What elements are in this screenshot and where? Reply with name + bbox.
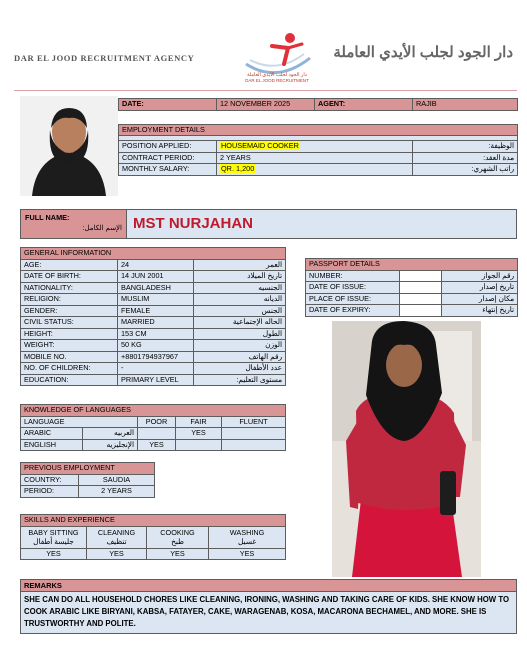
full-name-label-ar: الإسم الكامل:	[82, 225, 122, 232]
remarks-box	[20, 579, 517, 634]
civil-status-value: MARRIED	[118, 317, 194, 329]
period-label: PERIOD:	[21, 486, 79, 498]
fluent-col-header: FLUENT	[222, 416, 286, 428]
full-name-label: FULL NAME:	[25, 213, 70, 222]
skill-label-ar: طبخ	[171, 537, 184, 546]
full-name-value: MST NURJAHAN	[133, 215, 253, 232]
children-label-ar: عدد الأطفال	[194, 363, 286, 375]
age-value: 24	[118, 259, 194, 271]
salary-value: QR. 1,200	[221, 164, 255, 174]
skill-baby-sitting	[21, 526, 87, 548]
children-value: -	[118, 363, 194, 375]
contract-value: 2 YEARS	[217, 152, 413, 164]
language-name: ARABIC	[21, 428, 83, 440]
language-fair	[176, 439, 222, 451]
header-divider	[14, 90, 517, 91]
language-col-header: LANGUAGE	[21, 416, 138, 428]
mobile-label-ar: رقم الهاتف	[194, 351, 286, 363]
skills-title: SKILLS AND EXPERIENCE	[21, 515, 286, 527]
position-label: POSITION APPLIED:	[119, 141, 217, 153]
skill-value: YES	[87, 548, 147, 560]
language-poor	[138, 428, 176, 440]
education-label: EDUCATION:	[21, 374, 118, 386]
nationality-label: NATIONALITY:	[21, 282, 118, 294]
spacer-row	[119, 110, 518, 124]
agency-name-en: DAR EL JOOD RECRUITMENT AGENCY	[14, 53, 195, 63]
contract-label-ar: مدة العقد:	[413, 152, 518, 164]
position-value: HOUSEMAID COOKER	[221, 141, 299, 151]
skill-label-ar: غسيل	[237, 537, 257, 546]
children-label: NO. OF CHILDREN:	[21, 363, 118, 375]
poor-col-header: POOR	[138, 416, 176, 428]
employment-details-table	[118, 98, 518, 176]
height-value: 153 CM	[118, 328, 194, 340]
dob-value: 14 JUN 2001	[118, 271, 194, 283]
weight-label-ar: الوزن	[194, 340, 286, 352]
height-label: HEIGHT:	[21, 328, 118, 340]
profile-photo	[20, 96, 118, 196]
issue-place-value	[400, 293, 442, 305]
remarks-title: REMARKS	[21, 580, 516, 592]
skill-value: YES	[21, 548, 87, 560]
language-fair: YES	[176, 428, 222, 440]
contract-label: CONTRACT PERIOD:	[119, 152, 217, 164]
period-value: 2 YEARS	[79, 486, 155, 498]
agency-name-ar: دار الجود لجلب الأيدي العاملة	[333, 44, 513, 61]
age-label-ar: العمر	[194, 259, 286, 271]
gender-label: GENDER:	[21, 305, 118, 317]
skill-label: WASHING	[229, 528, 265, 537]
issue-place-label: PLACE OF ISSUE:	[306, 293, 400, 305]
issue-place-label-ar: مكان إصدار	[442, 293, 518, 305]
issue-date-label: DATE OF ISSUE:	[306, 282, 400, 294]
employment-title: EMPLOYMENT DETAILS	[119, 124, 518, 136]
education-value: PRIMARY LEVEL	[118, 374, 194, 386]
mobile-label: MOBILE NO.	[21, 351, 118, 363]
country-value: SAUDIA	[79, 474, 155, 486]
table-row	[21, 439, 286, 451]
full-name-label-cell	[21, 210, 127, 238]
agent-label: AGENT:	[315, 99, 413, 111]
nationality-value: BANGLADESH	[118, 282, 194, 294]
languages-table	[20, 404, 286, 451]
skill-label: COOKING	[160, 528, 195, 537]
previous-employment-table	[20, 462, 155, 498]
expiry-date-value	[400, 305, 442, 317]
religion-value: MUSLIM	[118, 294, 194, 306]
issue-date-label-ar: تاريخ إصدار	[442, 282, 518, 294]
language-fluent	[222, 439, 286, 451]
gender-label-ar: الجنس	[194, 305, 286, 317]
skill-label: CLEANING	[97, 528, 136, 537]
date-label: DATE:	[119, 99, 217, 111]
general-info-table	[20, 247, 286, 386]
passport-table	[305, 258, 518, 317]
full-name-box	[20, 209, 517, 239]
position-label-ar: الوظيفة:	[413, 141, 518, 153]
passport-number-value	[400, 270, 442, 282]
passport-number-label: NUMBER:	[306, 270, 400, 282]
date-value: 12 NOVEMBER 2025	[217, 99, 315, 111]
fair-col-header: FAIR	[176, 416, 222, 428]
language-fluent	[222, 428, 286, 440]
height-label-ar: الطول	[194, 328, 286, 340]
salary-label: MONTHLY SALARY:	[119, 164, 217, 176]
language-name-ar: الإنجليزيه	[83, 439, 138, 451]
dob-label: DATE OF BIRTH:	[21, 271, 118, 283]
skill-value: YES	[147, 548, 209, 560]
dob-label-ar: تاريخ الميلاد	[194, 271, 286, 283]
education-label-ar: مستوى التعليم:	[194, 374, 286, 386]
skill-label-ar: جليسة أطفال	[33, 537, 74, 546]
salary-label-ar: راتب الشهري:	[413, 164, 518, 176]
passport-number-label-ar: رقم الجواز	[442, 270, 518, 282]
skill-label: BABY SITTING	[28, 528, 79, 537]
table-row	[21, 428, 286, 440]
skill-cooking	[147, 526, 209, 548]
logo-text-en: DAR EL JOOD RECRUITMENT	[245, 78, 309, 83]
civil-status-label-ar: الحاله الإجتماعية	[194, 317, 286, 329]
religion-label: RELIGION:	[21, 294, 118, 306]
issue-date-value	[400, 282, 442, 294]
skills-table	[20, 514, 286, 560]
previous-employment-title: PREVIOUS EMPLOYMENT	[21, 463, 155, 475]
civil-status-label: CIVIL STATUS:	[21, 317, 118, 329]
passport-title: PASSPORT DETAILS	[306, 259, 518, 271]
country-label: COUNTRY:	[21, 474, 79, 486]
full-body-photo	[332, 321, 481, 577]
expiry-date-label: DATE OF EXPIRY:	[306, 305, 400, 317]
expiry-date-label-ar: تاريخ إنتهاء	[442, 305, 518, 317]
remarks-text: SHE CAN DO ALL HOUSEHOLD CHORES LIKE CLEANING, IRONING, WASHING AND TAKING CARE OF KIDS. SHE KNOW HOW TO COOK ARABIC LIKE BIRYANI, KABSA, FATAYER, CAKE, WARAGENAB, KOSA, MACARONA BECHAMEL, AND MORE. SHE IS TRUSTWORTHY AND POLITE.	[21, 592, 516, 633]
agent-value: RAJIB	[413, 99, 518, 111]
age-label: AGE:	[21, 259, 118, 271]
skill-value: YES	[209, 548, 286, 560]
religion-label-ar: الديانه	[194, 294, 286, 306]
logo-text-ar: دار الجود لجلب الأيدي العاملة	[247, 72, 307, 78]
mobile-value: +8801794937967	[118, 351, 194, 363]
language-name-ar: العربيه	[83, 428, 138, 440]
general-info-title: GENERAL INFORMATION	[21, 248, 286, 260]
nationality-label-ar: الجنسيه	[194, 282, 286, 294]
skill-cleaning	[87, 526, 147, 548]
gender-value: FEMALE	[118, 305, 194, 317]
language-poor: YES	[138, 439, 176, 451]
language-name: ENGLISH	[21, 439, 83, 451]
languages-title: KNOWLEDGE OF LANGUAGES	[21, 405, 286, 417]
skill-label-ar: تنظيف	[106, 537, 127, 546]
skill-washing	[209, 526, 286, 548]
weight-value: 50 KG	[118, 340, 194, 352]
weight-label: WEIGHT:	[21, 340, 118, 352]
